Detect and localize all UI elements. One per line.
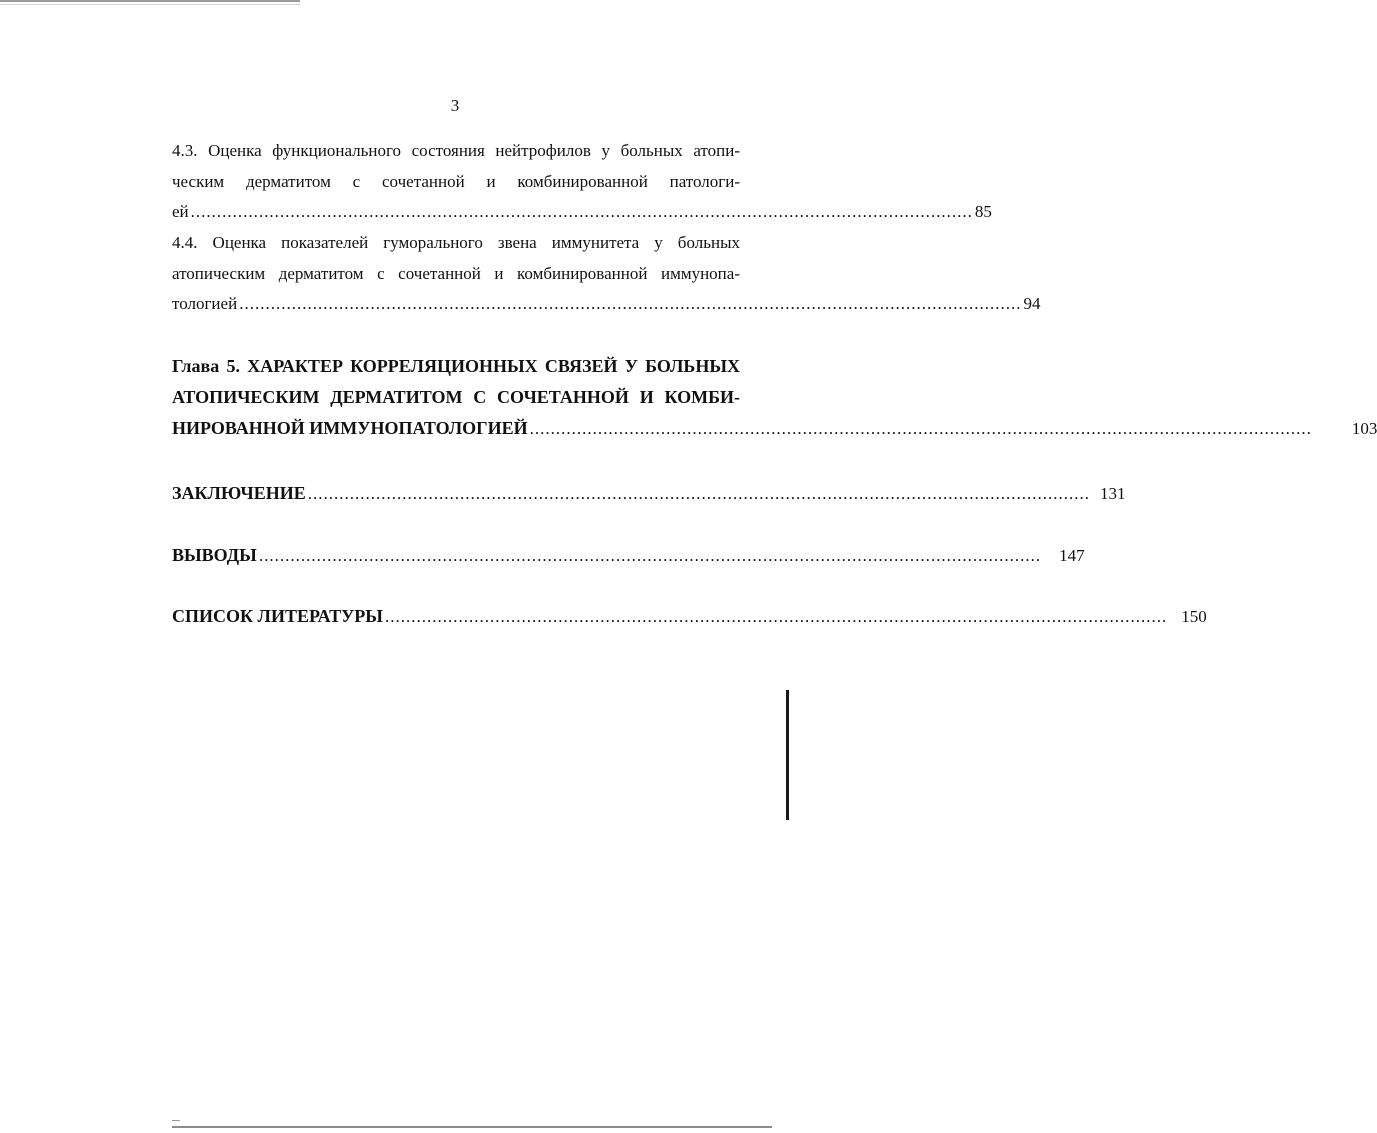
toc-entry-4-4-line-2: атопическим дерматитом с сочетанной и комбинированной иммунопа-	[172, 264, 740, 283]
toc-references-text: СПИСОК ЛИТЕРАТУРЫ	[172, 606, 383, 626]
dot-leader: .....................................................................................................................................................	[190, 202, 973, 221]
dot-leader: .....................................................................................................................................................	[239, 294, 1022, 313]
toc-entry-4-3-page: 85	[974, 202, 992, 221]
toc-chapter-5-line-3	[172, 417, 1377, 439]
toc-conclusion-text: ЗАКЛЮЧЕНИЕ	[172, 483, 306, 503]
scan-edge-bottom	[172, 1126, 772, 1128]
toc-chapter-5-page: 103	[1351, 419, 1377, 438]
scan-edge-right	[786, 690, 789, 820]
toc-chapter-5-line-2: АТОПИЧЕСКИМ ДЕРМАТИТОМ С СОЧЕТАННОЙ И КОМБИ-	[172, 387, 740, 407]
toc-findings-text: ВЫВОДЫ	[172, 545, 257, 565]
toc-entry-4-4-line-3	[172, 293, 1041, 315]
toc-references-page: 150	[1181, 607, 1207, 626]
page-number: 3	[450, 96, 460, 115]
toc-references	[172, 605, 1207, 627]
toc-entry-4-4-text: тологией	[172, 294, 238, 313]
toc-entry-4-4-page: 94	[1023, 294, 1041, 313]
toc-entry-4-4-line-1: 4.4. Оценка показателей гуморального звена иммунитета у больных	[172, 233, 740, 252]
dot-leader: .....................................................................................................................................................	[258, 546, 1042, 565]
toc-conclusion-page: 131	[1100, 484, 1126, 503]
dot-leader: .....................................................................................................................................................	[529, 419, 1312, 438]
toc-entry-4-3-line-3	[172, 201, 992, 223]
toc-entry-4-3-line-2: ческим дерматитом с сочетанной и комбинированной патологи-	[172, 172, 740, 191]
scan-edge-top-faint	[0, 4, 300, 5]
dot-leader: .....................................................................................................................................................	[307, 484, 1091, 503]
toc-findings-page: 147	[1059, 546, 1085, 565]
toc-entry-4-3-line-1: 4.3. Оценка функционального состояния нейтрофилов у больных атопи-	[172, 141, 740, 160]
toc-conclusion	[172, 482, 1126, 504]
dot-leader: .....................................................................................................................................................	[384, 607, 1168, 626]
toc-entry-4-3-text: ей	[172, 202, 189, 221]
scan-edge-top	[0, 0, 300, 2]
scan-mark-bottom	[172, 1120, 180, 1121]
toc-findings	[172, 544, 1085, 566]
toc-chapter-5-line-1: Глава 5. ХАРАКТЕР КОРРЕЛЯЦИОННЫХ СВЯЗЕЙ У БОЛЬНЫХ	[172, 356, 740, 376]
toc-chapter-5-text: НИРОВАННОЙ ИММУНОПАТОЛОГИЕЙ	[172, 418, 528, 438]
